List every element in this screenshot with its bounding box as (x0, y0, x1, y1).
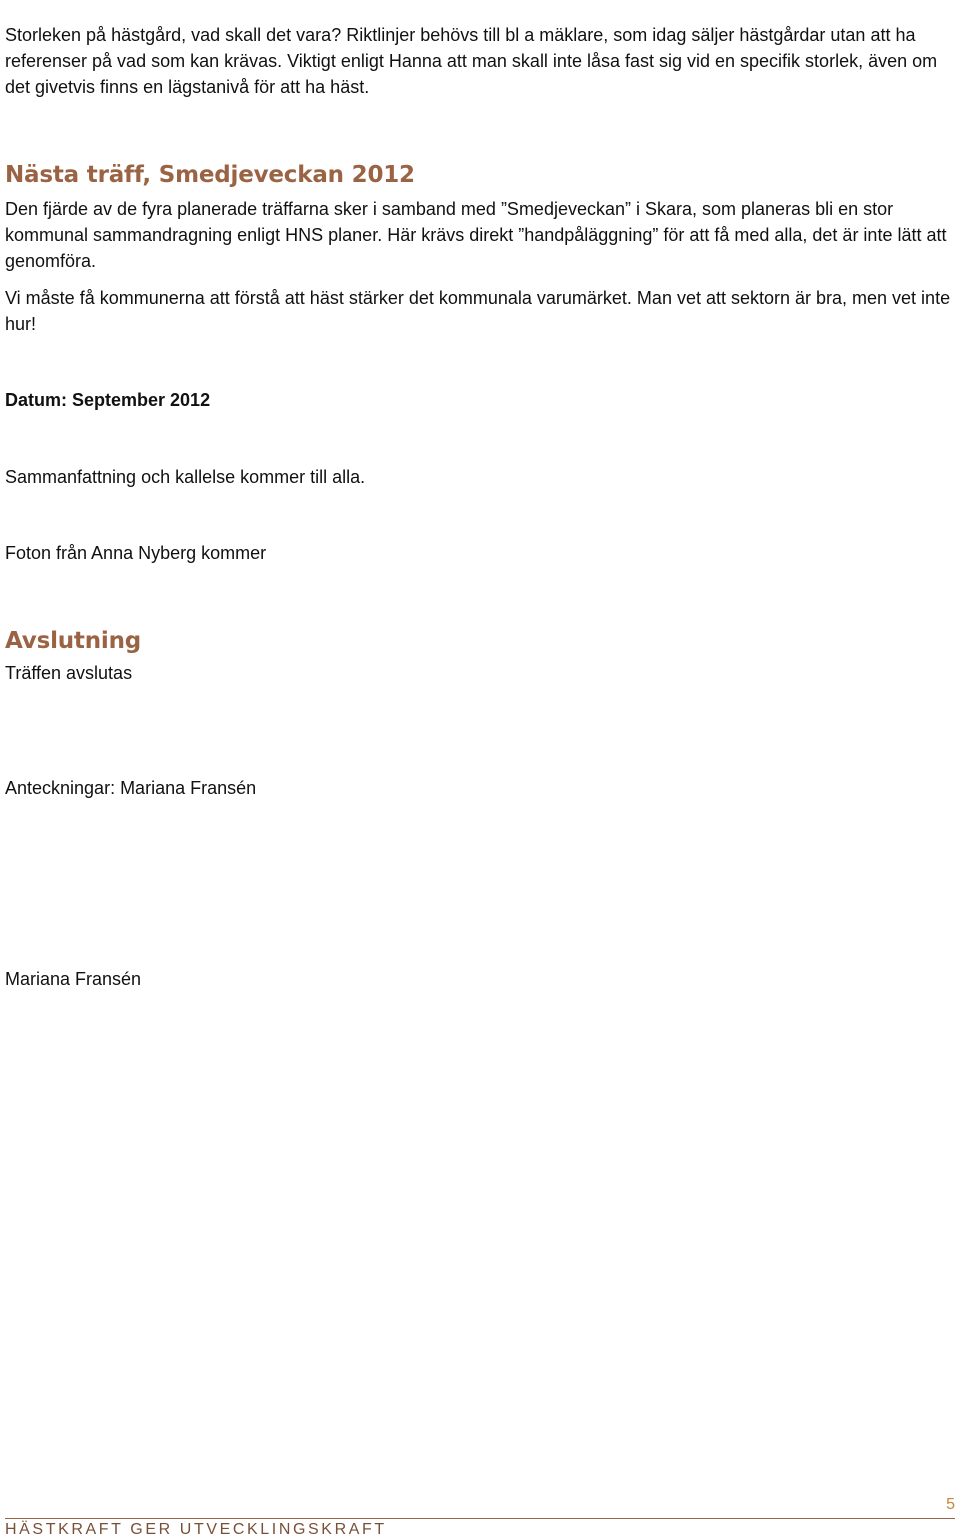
summary-note: Sammanfattning och kallelse kommer till alla. (5, 467, 366, 487)
closing-text: Träffen avslutas (5, 663, 133, 683)
closing-heading: Avslutning (5, 628, 142, 654)
photos-note: Foton från Anna Nyberg kommer (5, 543, 267, 563)
page-number: 5 (946, 1496, 955, 1513)
signature-name: Mariana Fransén (5, 969, 142, 989)
notes-author: Anteckningar: Mariana Fransén (5, 778, 257, 798)
next-meeting-paragraph-2: Vi måste få kommunerna att förstå att häst stärker det kommunala varumärket. Man vet att sektorn är bra, men vet inte hur! (5, 288, 951, 334)
footer-slogan: HÄSTKRAFT GER UTVECKLINGSKRAFT (5, 1521, 387, 1538)
footer-divider (5, 1518, 955, 1519)
next-meeting-paragraph-1: Den fjärde av de fyra planerade träffarna sker i samband med ”Smedjeveckan” i Skara, som planeras bli en stor kommunal sammandragning enligt HNS planer. Här krävs direkt ”handpåläggning” för att få med alla, det är inte lätt att genomföra. (5, 199, 947, 271)
next-meeting-heading: Nästa träff, Smedjeveckan 2012 (5, 162, 415, 188)
intro-paragraph: Storleken på hästgård, vad skall det vara? Riktlinjer behövs till bl a mäklare, som idag säljer hästgårdar utan att ha referenser på vad som kan krävas. Viktigt enligt Hanna att man skall inte låsa fast sig vid en specifik storlek, även om det givetvis finns en lägstanivå för att ha häst. (5, 25, 938, 97)
meeting-date: Datum: September 2012 (5, 390, 211, 410)
